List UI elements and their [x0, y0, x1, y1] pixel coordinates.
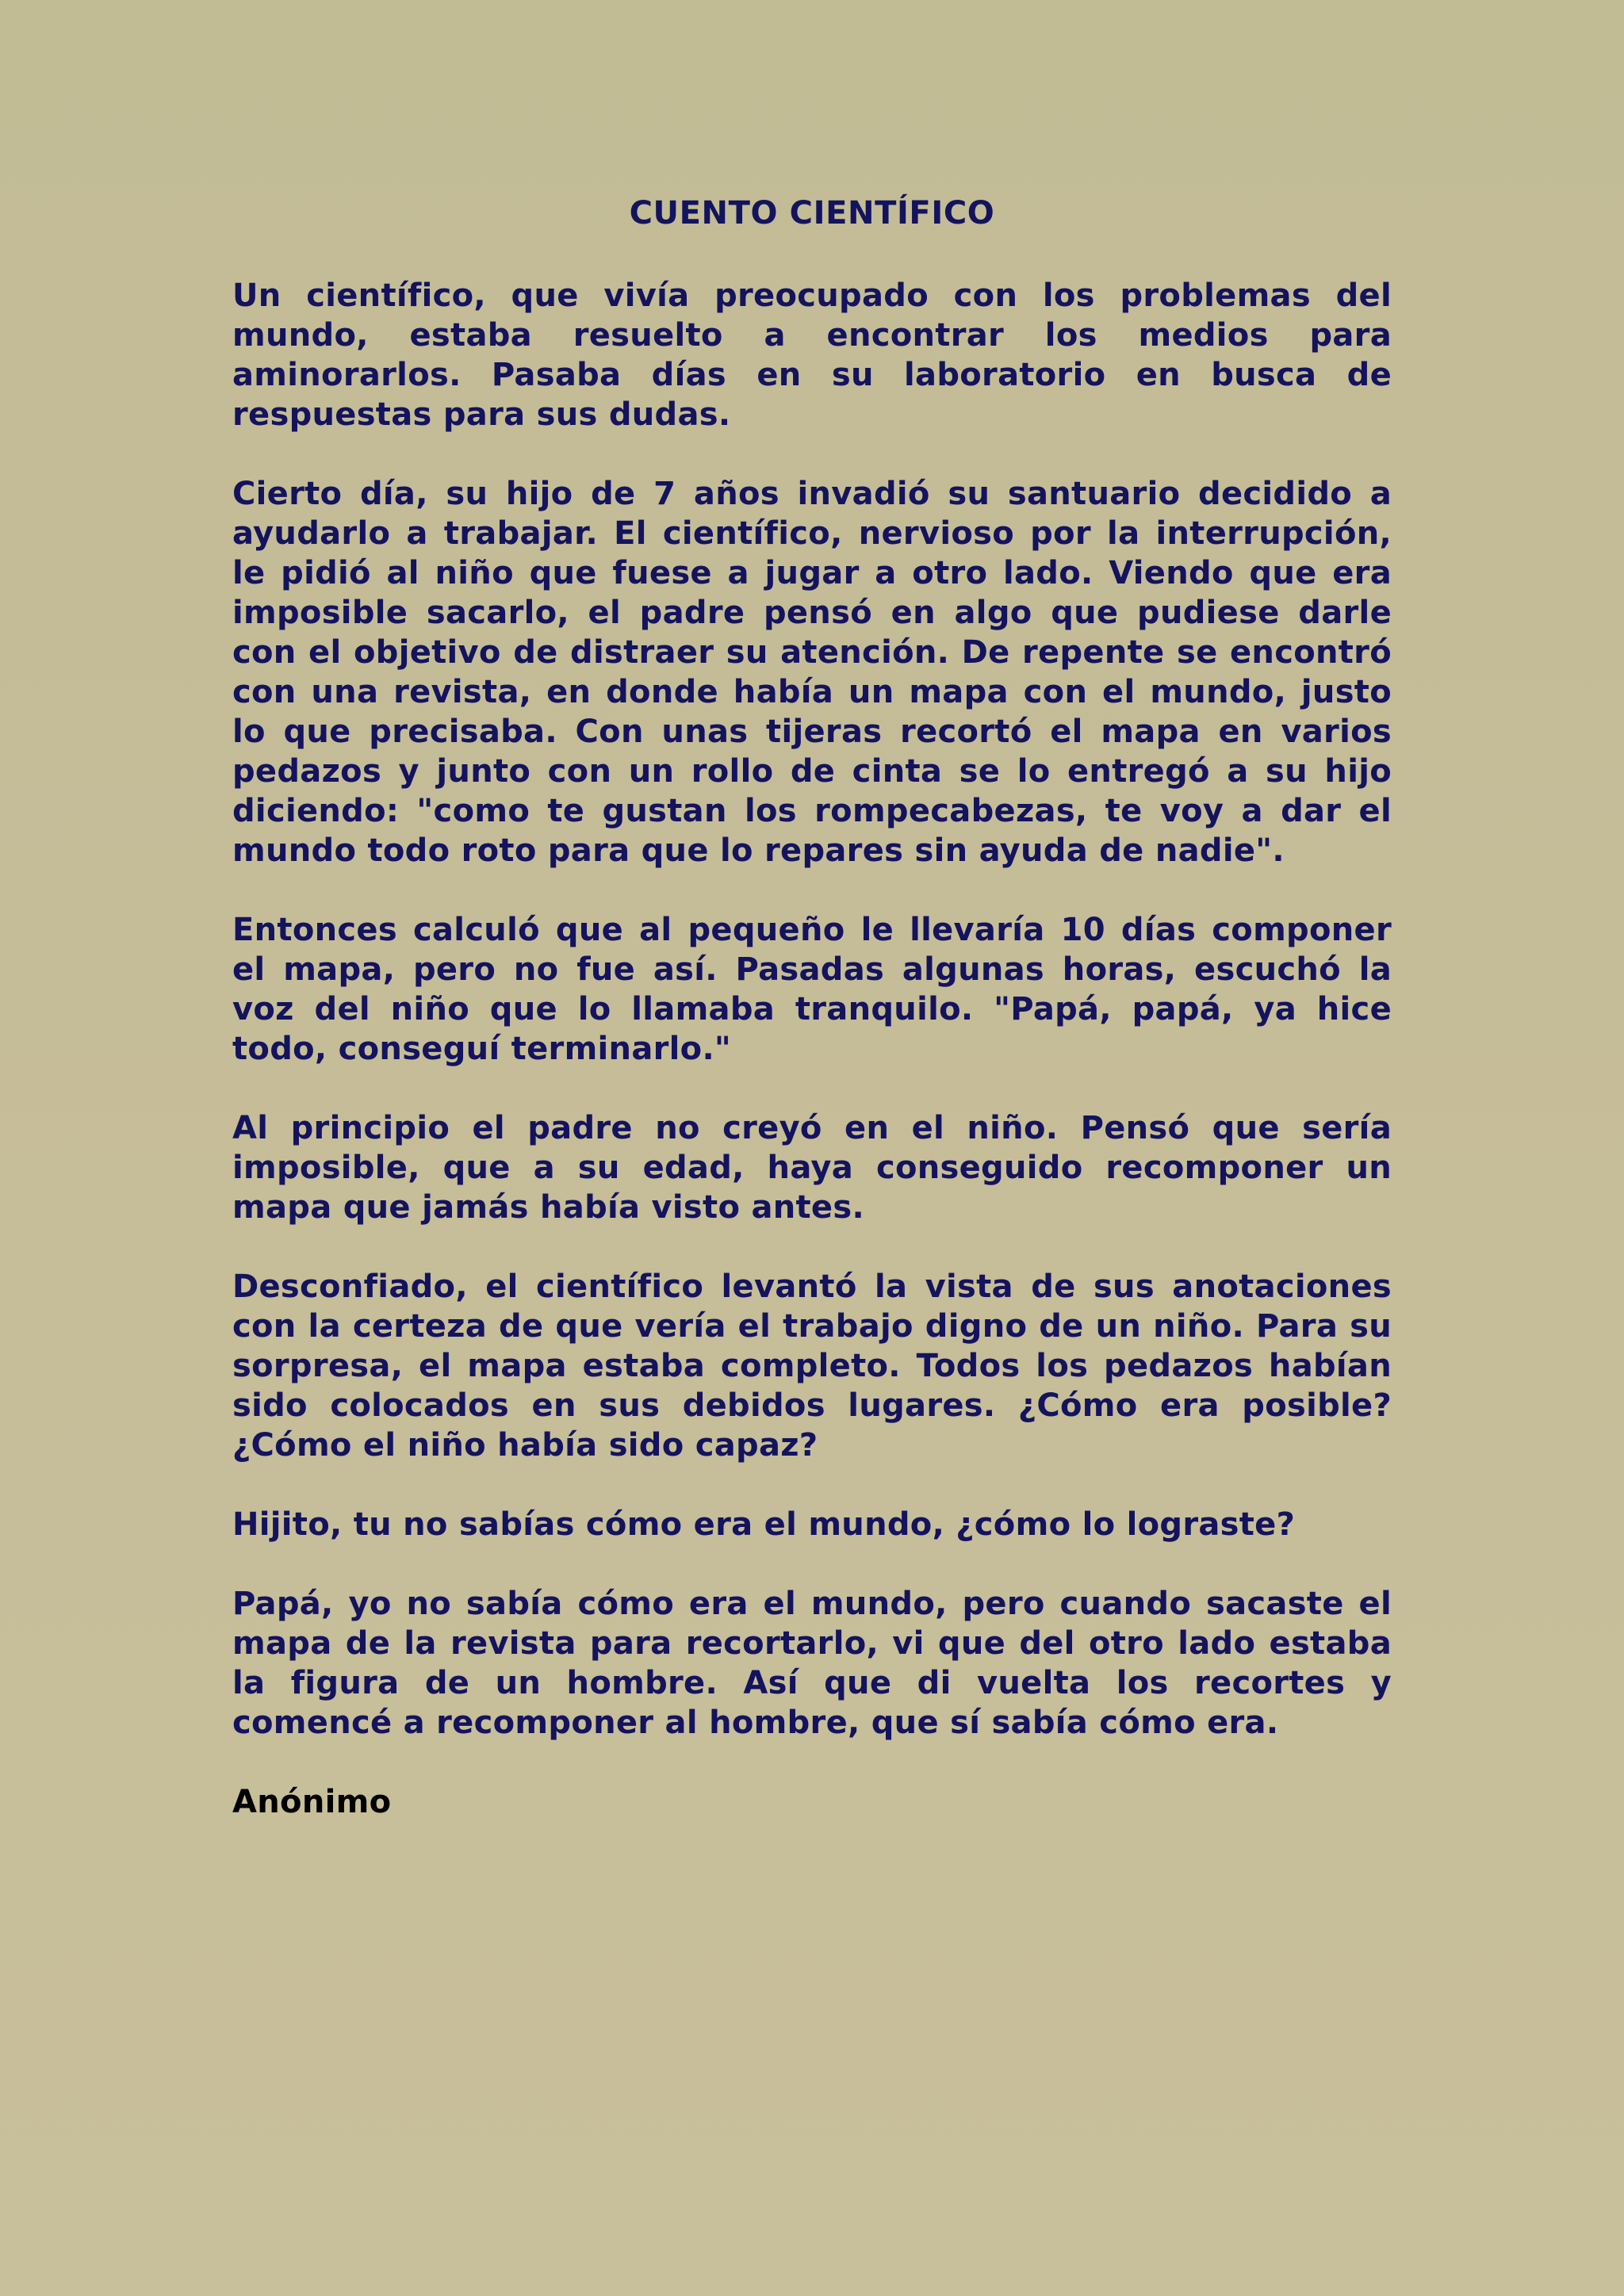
paragraph-2: Cierto día, su hijo de 7 años invadió su santuario decidido a ayudarlo a trabajar. El científico, nervioso por la interrupción, le pidió al niño que fuese a jugar a otro lado. Viendo que era imposible sacarlo, el padre pensó en algo que pudiese darle con el objetivo de distraer su atención. De repente se encontró con una revista, en donde había un mapa con el mundo, justo lo que precisaba. Con unas tijeras recortó el mapa en varios pedazos y junto con un rollo de cinta se lo entregó a su hijo diciendo: "como te gustan los rompecabezas, te voy a dar el mundo todo roto para que lo repares sin ayuda de nadie". [232, 476, 1392, 869]
story-content [232, 189, 1392, 1822]
paragraph-5: Desconfiado, el científico levantó la vista de sus anotaciones con la certeza de que vería el trabajo digno de un niño. Para su sorpresa, el mapa estaba completo. Todos los pedazos habían sido colocados en sus debidos lugares. ¿Cómo era posible? ¿Cómo el niño había sido capaz? [232, 1269, 1392, 1464]
paragraph-6: Hijito, tu no sabías cómo era el mundo, ¿cómo lo lograste? [232, 1506, 1296, 1543]
author-signature: Anónimo [232, 1784, 392, 1820]
paragraph-4: Al principio el padre no creyó en el niño. Pensó que sería imposible, que a su edad, haya conseguido recomponer un mapa que jamás había visto antes. [232, 1110, 1392, 1226]
story-title: CUENTO CIENTÍFICO [629, 195, 995, 232]
paragraph-3: Entonces calculó que al pequeño le llevaría 10 días componer el mapa, pero no fue así. Pasadas algunas horas, escuchó la voz del niño que lo llamaba tranquilo. "Papá, papá, ya hice todo, conseguí terminarlo." [232, 912, 1392, 1067]
paragraph-1: Un científico, que vivía preocupado con los problemas del mundo, estaba resuelto a encontrar los medios para aminorarlos. Pasaba días en su laboratorio en busca de respuestas para sus dudas. [232, 277, 1392, 433]
paragraph-7: Papá, yo no sabía cómo era el mundo, pero cuando sacaste el mapa de la revista para recortarlo, vi que del otro lado estaba la figura de un hombre. Así que di vuelta los recortes y comencé a recomponer al hombre, que sí sabía cómo era. [232, 1586, 1392, 1741]
